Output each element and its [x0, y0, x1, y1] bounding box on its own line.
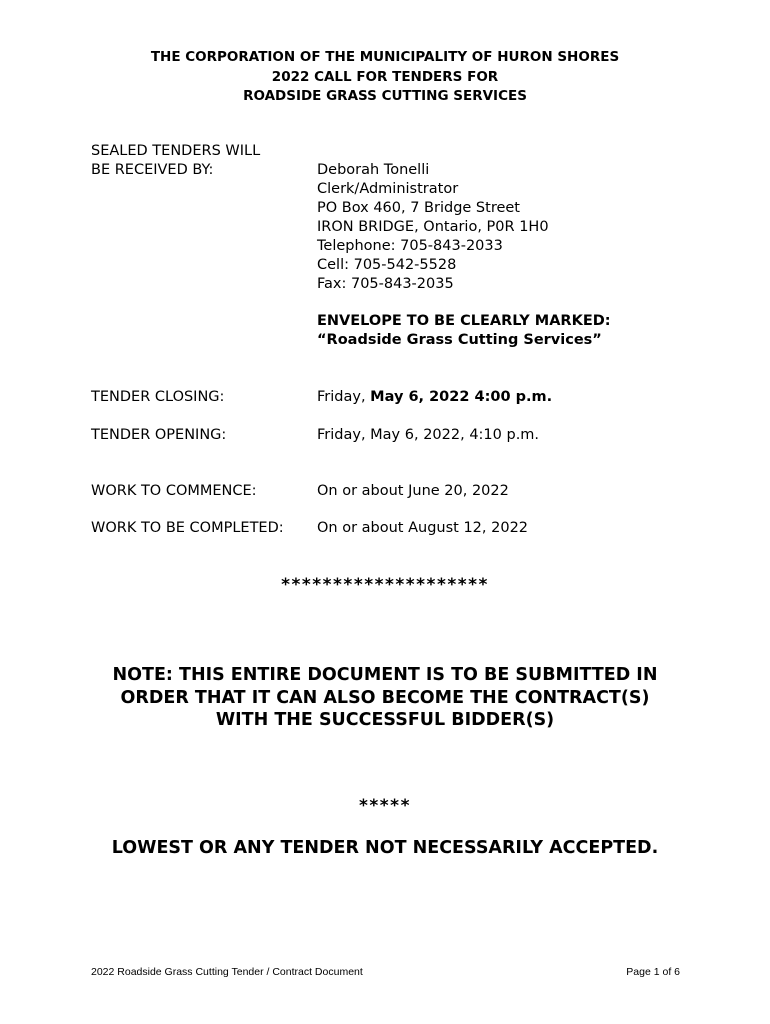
- tender-closing-label: TENDER CLOSING:: [91, 389, 225, 405]
- envelope-marking: “Roadside Grass Cutting Services”: [317, 332, 602, 348]
- footer-page-number: Page 1 of 6: [626, 966, 680, 978]
- envelope-instruction: ENVELOPE TO BE CLEARLY MARKED:: [317, 313, 611, 329]
- work-completed-label: WORK TO BE COMPLETED:: [91, 520, 284, 536]
- header-service: ROADSIDE GRASS CUTTING SERVICES: [243, 88, 527, 104]
- contact-fax: Fax: 705-843-2035: [317, 276, 454, 292]
- tender-closing-value: [317, 388, 552, 407]
- contact-cell: Cell: 705-542-5528: [317, 257, 457, 273]
- header-call-for-tenders: 2022 CALL FOR TENDERS FOR: [271, 69, 499, 85]
- separator-long: ********************: [281, 575, 489, 595]
- contact-address: PO Box 460, 7 Bridge Street: [317, 200, 520, 216]
- contact-title: Clerk/Administrator: [317, 181, 459, 197]
- tender-opening-value: Friday, May 6, 2022, 4:10 p.m.: [317, 427, 540, 443]
- disclaimer: LOWEST OR ANY TENDER NOT NECESSARILY ACCEPTED.: [111, 838, 659, 858]
- footer-document-title: 2022 Roadside Grass Cutting Tender / Contract Document: [91, 966, 363, 978]
- tender-closing-day: Friday,: [317, 389, 371, 405]
- header-municipality: THE CORPORATION OF THE MUNICIPALITY OF HURON SHORES: [150, 49, 620, 65]
- contact-telephone: Telephone: 705-843-2033: [317, 238, 503, 254]
- contact-city: IRON BRIDGE, Ontario, P0R 1H0: [317, 219, 549, 235]
- contact-name: Deborah Tonelli: [317, 162, 430, 178]
- note-line1: NOTE: THIS ENTIRE DOCUMENT IS TO BE SUBMITTED IN: [112, 665, 658, 685]
- received-by-label-line1: SEALED TENDERS WILL: [91, 143, 261, 159]
- work-commence-label: WORK TO COMMENCE:: [91, 483, 257, 499]
- work-commence-value: On or about June 20, 2022: [317, 483, 509, 499]
- note-line3: WITH THE SUCCESSFUL BIDDER(S): [215, 710, 555, 730]
- received-by-label-line2: BE RECEIVED BY:: [91, 162, 214, 178]
- note-line2: ORDER THAT IT CAN ALSO BECOME THE CONTRACT(S): [120, 688, 650, 708]
- tender-closing-date: May 6, 2022 4:00 p.m.: [370, 389, 553, 405]
- tender-opening-label: TENDER OPENING:: [91, 427, 227, 443]
- work-completed-value: On or about August 12, 2022: [317, 520, 529, 536]
- separator-short: *****: [359, 796, 411, 816]
